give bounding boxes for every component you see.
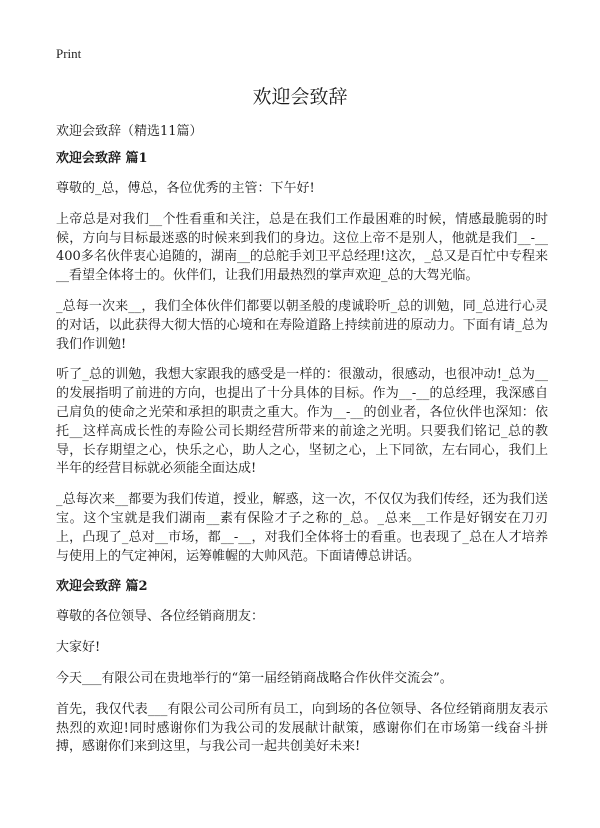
- paragraph: _总每次来__都要为我们传道，授业，解惑，这一次，不仅仅为我们传经，还为我们送宝。这个宝就是我们湖南__素有保险才子之称的_总。_总来__工作是好钢安在刀刃上，凸现了_总对__市场，都__-__，对我们全体将士的看重。也表现了_总在人才培养与使用上的气定神闲，运筹帷幄的大帅风范。下面请傅总讲话。: [56, 492, 548, 564]
- paragraph: 首先，我仅代表___有限公司公司所有员工，向到场的各位领导、各位经销商朋友表示热烈的欢迎!同时感谢你们为我公司的发展献计献策，感谢你们在市场第一线奋斗拼搏，感谢你们来到这里，与我公司一起共创美好未来!: [56, 701, 548, 755]
- paragraph: 尊敬的各位领导、各位经销商朋友：: [56, 609, 265, 625]
- paragraph: 尊敬的_总，傅总，各位优秀的主管：下午好!: [56, 181, 315, 196]
- paragraph: 大家好!: [56, 640, 101, 656]
- section-heading: 欢迎会致辞 篇2: [56, 579, 148, 595]
- paragraph: 今天___有限公司在贵地举行的“第一届经销商战略合作伙伴交流会”。: [56, 670, 453, 686]
- paragraph: 听了_总的训勉，我想大家跟我的感受是一样的：很激动，很感动，也很冲动!_总为__的发展指明了前进的方向，也提出了十分具体的目标。作为__-__的总经理，我深感自己肩负的使命之光荣和承担的职责之重大。作为__-__的创业者，各位伙伴也深知：依托__这样高成长性的寿险公司长期经营所带来的前途之光明。只要我们铭记_总的教导，长存期望之心，快乐之心，助人之心，坚韧之心，上下同欲，左右同心，我们上半年的经营目标就必须能全面达成!: [56, 367, 548, 477]
- document-subtitle: 欢迎会致辞（精选11篇）: [56, 124, 203, 139]
- section-heading: 欢迎会致辞 篇1: [56, 151, 148, 166]
- paragraph: 上帝总是对我们__个性看重和关注，总是在我们工作最困难的时候，情感最脆弱的时候，方向与目标最迷惑的时候来到我们的身边。这位上帝不是别人，他就是我们__-__400多名伙伴衷心追随的，湖南__的总舵手刘卫平总经理!这次，_总又是百忙中专程来__看望全体将士的。伙伴们，让我们用最热烈的掌声欢迎_总的大驾光临。: [56, 211, 548, 284]
- print-link[interactable]: Print: [56, 46, 82, 61]
- paragraph: _总每一次来__，我们全体伙伴们都要以朝圣般的虔诚聆听_总的训勉，同_总进行心灵的对话，以此获得大彻大悟的心境和在寿险道路上持续前进的原动力。下面有请_总为我们作训勉!: [56, 298, 548, 352]
- page-title: 欢迎会致辞: [252, 86, 348, 108]
- document-body: [56, 150, 548, 769]
